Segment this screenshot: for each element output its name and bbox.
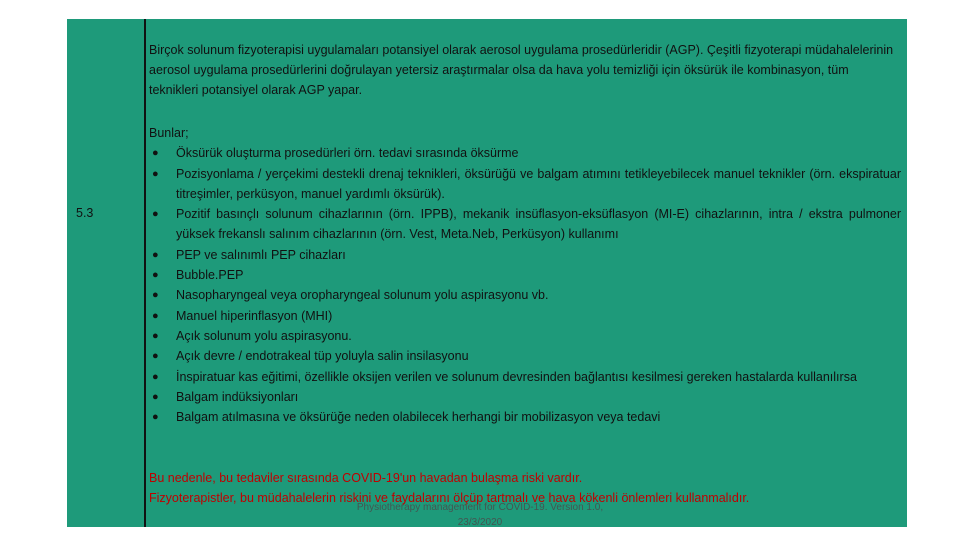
list-item: ● Manuel hiperinflasyon (MHI)	[149, 306, 901, 326]
list-lead: Bunlar;	[149, 126, 189, 140]
list-item: ● Nasopharyngeal veya oropharyngeal solunum yolu aspirasyonu vb.	[149, 285, 901, 305]
list-item: ● İnspiratuar kas eğitimi, özellikle oksijen verilen ve solunum devresinden bağlantısı kesilmesi gereken hastalarda kullanılırsa	[149, 367, 901, 387]
list-item: ● Açık solunum yolu aspirasyonu.	[149, 326, 901, 346]
warning-line-2: Fizyoterapistler, bu müdahalelerin riskini ve faydalarını ölçüp tartmalı ve hava kökenli önlemleri kullanmalıdır.	[149, 491, 750, 505]
bullet-icon: ●	[152, 350, 159, 363]
bullet-icon: ●	[152, 289, 159, 302]
bullet-icon: ●	[152, 411, 159, 424]
list-item: ● Öksürük oluşturma prosedürleri örn. tedavi sırasında öksürme	[149, 143, 901, 163]
list-item: ● Balgam indüksiyonları	[149, 387, 901, 407]
slide-footer	[330, 500, 630, 530]
list-item: ● Açık devre / endotrakeal tüp yoluyla salin insilasyonu	[149, 346, 901, 366]
bullet-icon: ●	[152, 208, 159, 221]
bullet-icon: ●	[152, 329, 159, 342]
list-item: ● Bubble.PEP	[149, 265, 901, 285]
list-item: ● Balgam atılmasına ve öksürüğe neden olabilecek herhangi bir mobilizasyon veya tedavi	[149, 407, 901, 427]
bullet-icon: ●	[152, 370, 159, 383]
bullet-icon: ●	[152, 167, 159, 180]
row-number: 5.3	[76, 206, 94, 220]
procedure-list-section	[149, 123, 901, 427]
list-item: ● PEP ve salınımlı PEP cihazları	[149, 245, 901, 265]
column-divider	[144, 19, 146, 527]
bullet-icon: ●	[152, 147, 159, 160]
intro-paragraph: Birçok solunum fizyoterapisi uygulamaları potansiyel olarak aerosol uygulama prosedürleridir (AGP). Çeşitli fizyoterapi müdahalelerinin aerosol uygulama prosedürlerini doğrulayan yetersiz araştırmalar olsa da hava yolu temizliği için öksürük ile kombinasyon, tüm teknikleri potansiyel olarak AGP yapar.	[149, 43, 894, 97]
warning-line-1: Bu nedenle, bu tedaviler sırasında COVID-19'un havadan bulaşma riski vardır.	[149, 471, 583, 485]
bullet-icon: ●	[152, 390, 159, 403]
list-item: ● Pozisyonlama / yerçekimi destekli drenaj teknikleri, öksürüğü ve balgam atımını tetikleyebilecek manuel teknikler (örn. ekspiratuar titreşimler, perküsyon, manuel yardımlı öksürük).	[149, 164, 901, 205]
bullet-icon: ●	[152, 269, 159, 282]
bullet-icon: ●	[152, 248, 159, 261]
list-item: ● Pozitif basınçlı solunum cihazlarının (örn. IPPB), mekanik insüflasyon-eksüflasyon (MI-E) cihazlarının, intra / ekstra pulmoner yüksek frekanslı salınım cihazlarının (örn. Vest, Meta.Neb, Perküsyon) kullanımı	[149, 204, 901, 245]
procedure-list	[149, 143, 901, 427]
bullet-icon: ●	[152, 309, 159, 322]
footer-line-2: 23/3/2020	[457, 517, 503, 528]
footer-line-1: Physiotherapy management for COVID-19. Version 1.0,	[356, 502, 604, 513]
